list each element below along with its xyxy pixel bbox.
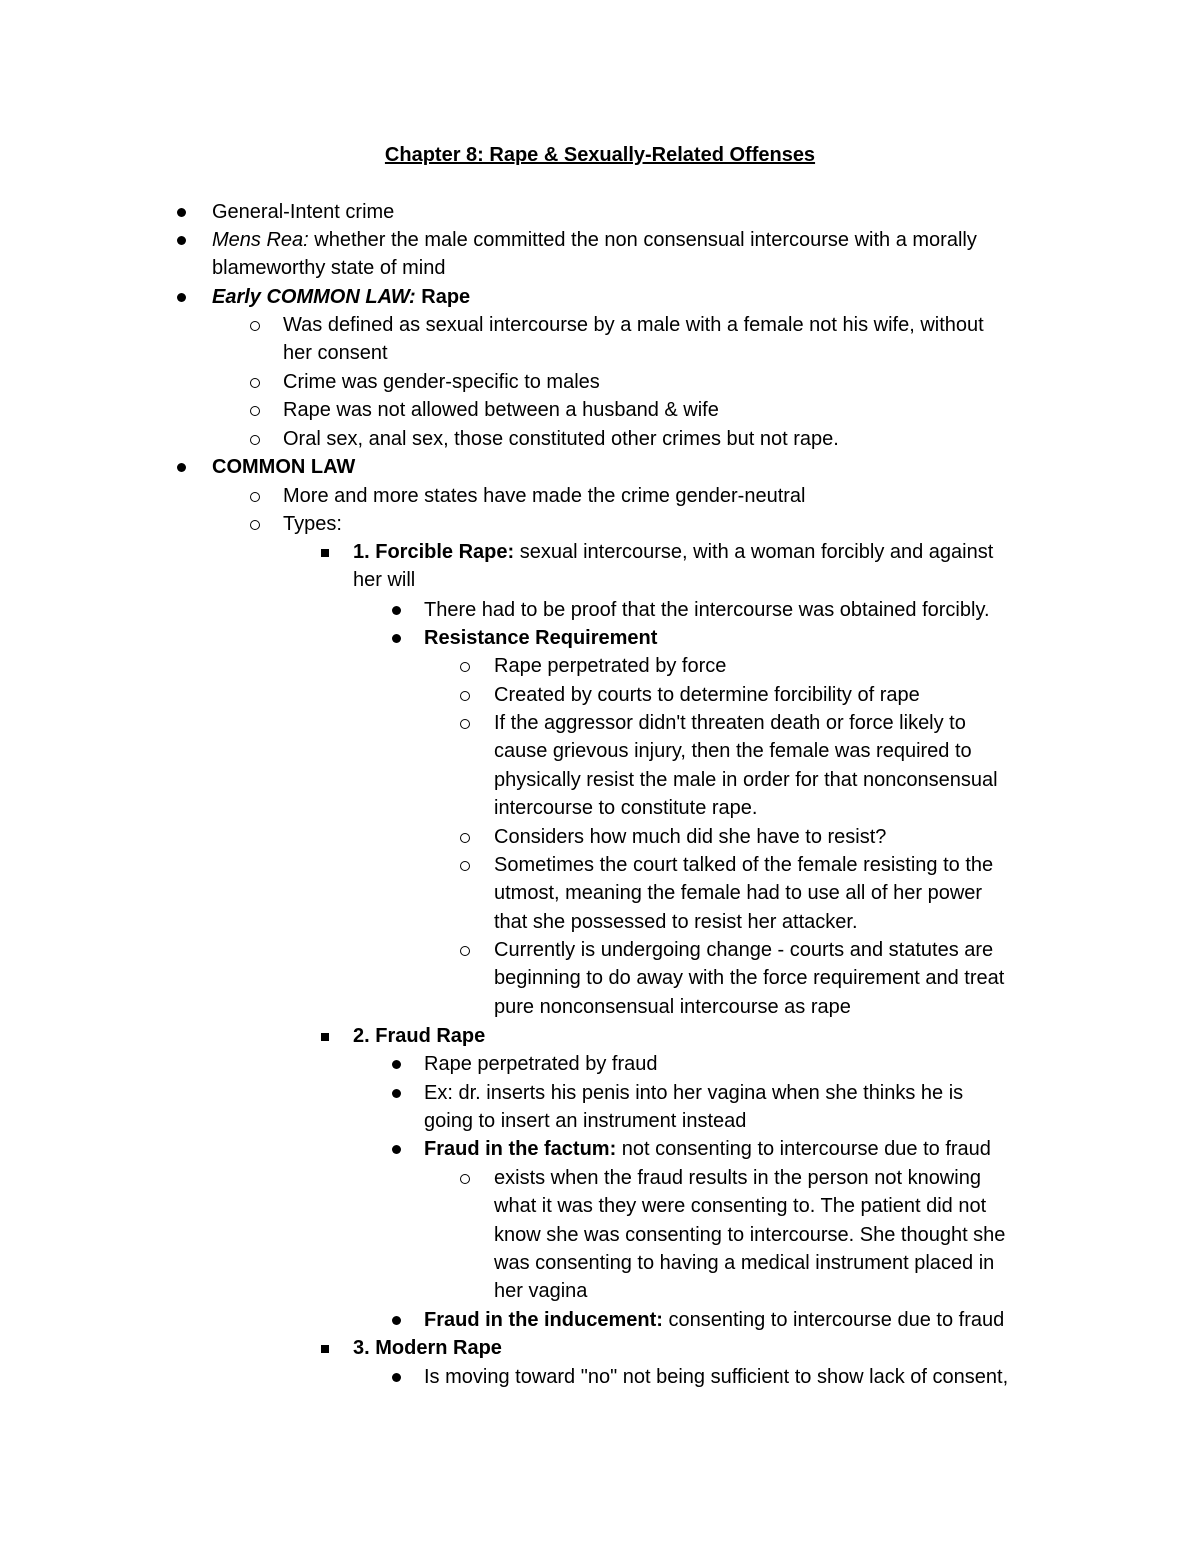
list-item-continuation: what it was they were consenting to. The patient did not bbox=[494, 1195, 987, 1217]
bullet-circle-icon bbox=[455, 681, 475, 701]
bullet-circle-icon bbox=[245, 482, 265, 502]
list-item: There had to be proof that the intercourse was obtained forcibly. bbox=[424, 599, 990, 621]
bullet-dot-icon bbox=[386, 1050, 406, 1069]
list-item-text: consenting to intercourse due to fraud bbox=[662, 1309, 1005, 1331]
list-item-continuation: her consent bbox=[283, 342, 388, 364]
term-label: Fraud in the inducement: bbox=[424, 1309, 663, 1331]
list-item: Oral sex, anal sex, those constituted other crimes but not rape. bbox=[283, 428, 839, 450]
list-item-continuation: that she possessed to resist her attacker. bbox=[494, 911, 858, 933]
list-item-continuation: know she was consenting to intercourse. She thought she bbox=[494, 1224, 1006, 1246]
list-item bbox=[353, 538, 993, 566]
bullet-circle-icon bbox=[455, 936, 475, 956]
list-item-continuation: was consenting to having a medical instrument placed in bbox=[494, 1252, 995, 1274]
bullet-dot-icon bbox=[386, 1306, 406, 1325]
list-item-text: whether the male committed the non consensual intercourse with a morally bbox=[308, 229, 977, 251]
bullet-circle-icon bbox=[245, 311, 265, 331]
page-title: Chapter 8: Rape & Sexually-Related Offenses bbox=[384, 144, 816, 166]
bullet-dot-icon bbox=[386, 1363, 406, 1382]
list-item bbox=[212, 283, 470, 311]
list-item-continuation: her will bbox=[353, 569, 416, 591]
list-item-heading: COMMON LAW bbox=[212, 456, 356, 478]
bullet-circle-icon bbox=[245, 368, 265, 388]
bullet-circle-icon bbox=[455, 851, 475, 871]
list-item-text: sexual intercourse, with a woman forcibly and against bbox=[514, 541, 994, 563]
heading-italic: Early COMMON LAW: bbox=[212, 286, 416, 308]
bullet-square-icon bbox=[315, 1022, 335, 1041]
bullet-dot-icon bbox=[171, 283, 191, 302]
bullet-circle-icon bbox=[245, 510, 265, 530]
list-item bbox=[212, 226, 977, 254]
list-item-continuation: intercourse to constitute rape. bbox=[494, 797, 758, 819]
list-item: Currently is undergoing change - courts and statutes are bbox=[494, 939, 994, 961]
list-item-heading: 2. Fraud Rape bbox=[353, 1025, 486, 1047]
bullet-circle-icon bbox=[455, 709, 475, 729]
term-label: Mens Rea: bbox=[212, 229, 309, 251]
bullet-circle-icon bbox=[455, 823, 475, 843]
bullet-circle-icon bbox=[245, 425, 265, 445]
bullet-dot-icon bbox=[386, 1135, 406, 1154]
bullet-circle-icon bbox=[455, 652, 475, 672]
list-item: Crime was gender-specific to males bbox=[283, 371, 600, 393]
list-item-continuation: her vagina bbox=[494, 1280, 588, 1302]
heading-text: Rape bbox=[415, 286, 471, 308]
list-item-continuation: going to insert an instrument instead bbox=[424, 1110, 747, 1132]
bullet-dot-icon bbox=[386, 624, 406, 643]
bullet-square-icon bbox=[315, 1334, 335, 1353]
list-item: If the aggressor didn't threaten death or force likely to bbox=[494, 712, 966, 734]
list-item-text: not consenting to intercourse due to fraud bbox=[616, 1138, 991, 1160]
list-item: More and more states have made the crime gender-neutral bbox=[283, 485, 806, 507]
bullet-dot-icon bbox=[171, 453, 191, 472]
bullet-circle-icon bbox=[245, 396, 265, 416]
list-item-continuation: blameworthy state of mind bbox=[212, 257, 446, 279]
list-item: Rape was not allowed between a husband & wife bbox=[283, 399, 719, 421]
term-label: Fraud in the factum: bbox=[424, 1138, 617, 1160]
list-item: General-Intent crime bbox=[212, 201, 395, 223]
list-item-continuation: pure nonconsensual intercourse as rape bbox=[494, 996, 851, 1018]
bullet-dot-icon bbox=[386, 1079, 406, 1098]
bullet-dot-icon bbox=[386, 596, 406, 615]
bullet-square-icon bbox=[315, 538, 335, 557]
list-item: Rape perpetrated by force bbox=[494, 655, 727, 677]
list-item-heading: Resistance Requirement bbox=[424, 627, 658, 649]
list-item: Created by courts to determine forcibility of rape bbox=[494, 684, 920, 706]
list-item: Is moving toward "no" not being sufficient to show lack of consent, bbox=[424, 1366, 1009, 1388]
list-item: Was defined as sexual intercourse by a male with a female not his wife, without bbox=[283, 314, 984, 336]
list-item-continuation: beginning to do away with the force requirement and treat bbox=[494, 967, 1005, 989]
list-item: Ex: dr. inserts his penis into her vagina when she thinks he is bbox=[424, 1082, 964, 1104]
list-item-heading: 3. Modern Rape bbox=[353, 1337, 502, 1359]
bullet-circle-icon bbox=[455, 1164, 475, 1184]
list-item: exists when the fraud results in the person not knowing bbox=[494, 1167, 981, 1189]
list-item: Types: bbox=[283, 513, 342, 535]
list-item-continuation: cause grievous injury, then the female was required to bbox=[494, 740, 972, 762]
list-item: Sometimes the court talked of the female resisting to the bbox=[494, 854, 994, 876]
list-item-continuation: utmost, meaning the female had to use all of her power bbox=[494, 882, 983, 904]
list-item: Rape perpetrated by fraud bbox=[424, 1053, 658, 1075]
list-item bbox=[424, 1135, 991, 1163]
list-item-continuation: physically resist the male in order for that nonconsensual bbox=[494, 769, 998, 791]
list-item bbox=[424, 1306, 1004, 1334]
bullet-dot-icon bbox=[171, 198, 191, 217]
list-item: Considers how much did she have to resist? bbox=[494, 826, 887, 848]
term-label: 1. Forcible Rape: bbox=[353, 541, 515, 563]
bullet-dot-icon bbox=[171, 226, 191, 245]
